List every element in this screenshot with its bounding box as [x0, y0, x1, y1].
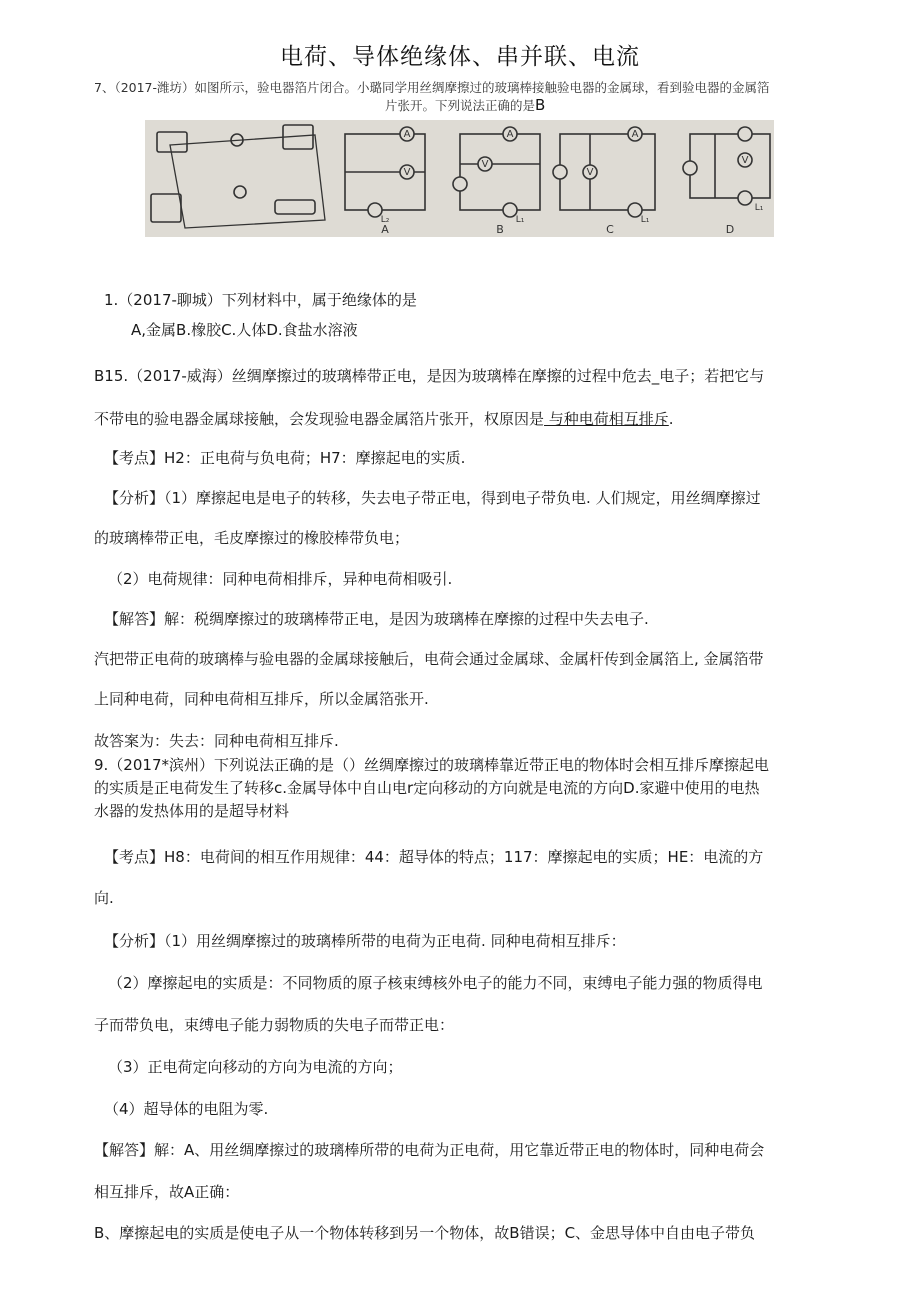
diagram-b-frame — [460, 134, 540, 210]
diagram-c-label: C — [606, 223, 614, 236]
q15-analysis-line1: 【分析】（1）摩擦起电是电子的转移，失去电子带正电，得到电子带负电. 人们规定，用丝绸摩擦过 — [104, 489, 761, 507]
battery-box — [157, 132, 187, 152]
circuit-diagrams — [145, 120, 774, 237]
q7-stem-text: 片张开。下列说法正确的是 — [385, 98, 536, 113]
q15-solution-line3: 上同种电荷，同种电荷相互排斥，所以金属箔张开. — [94, 690, 429, 708]
q15-analysis-line3: （2）电荷规律：同种电荷相排斥，异种电荷相吸引. — [108, 570, 453, 588]
battery-cells — [275, 200, 315, 214]
circuit-figure — [145, 120, 774, 237]
q9-solution-line2: 相互排斥，故A正确： — [94, 1183, 240, 1201]
diagram-a-ammeter-label: A — [403, 129, 411, 140]
diagram-c-ammeter-label: A — [631, 129, 639, 140]
q9-analysis-line5: （4）超导体的电阻为零. — [104, 1100, 269, 1118]
q15-blank-answer: 与种电荷相互排斥 — [544, 410, 669, 428]
diagram-b-label: B — [496, 223, 504, 236]
diagram-d-frame — [690, 134, 770, 198]
q15-answer: 故答案为：失去：同种电荷相互排斥. — [94, 732, 339, 750]
q9-stem-line1: 9.（2017*滨州）下列说法正确的是（）丝绸摩擦过的玻璃棒靠近带正电的物体时会相互排斥摩擦起电 — [94, 756, 769, 774]
q7-stem-line1: 7、（2017-潍坊）如图所示，验电器箔片闭合。小璐同学用丝绸摩擦过的玻璃棒接触验电器的金属球，看到验电器的金属箔 — [94, 80, 770, 95]
q9-solution-line1: 【解答】解：A、用丝绸摩擦过的玻璃棒所带的电荷为正电荷，用它靠近带正电的物体时，同种电荷会 — [94, 1141, 765, 1159]
q9-solution-line3: B、摩擦起电的实质是使电子从一个物体转移到另一个物体，故B错误；C、金思导体中自由电子带负 — [94, 1224, 756, 1242]
q15-kaodian: 【考点】H2：正电荷与负电荷；H7：摩擦起电的实质. — [104, 449, 466, 467]
diagram-b-ammeter-label: A — [506, 129, 514, 140]
voltmeter-device — [151, 194, 181, 222]
diagram-a-voltmeter-label: V — [403, 167, 411, 178]
q9-kaodian-line1: 【考点】H8：电荷间的相互作用规律：44：超导体的特点；117：摩擦起电的实质；HE：电流的方 — [104, 848, 764, 866]
diagram-d-bulb-label: L₁ — [754, 203, 764, 213]
q9-analysis-line4: （3）正电荷定向移动的方向为电流的方向； — [108, 1058, 403, 1076]
q9-stem-line2: 的实质是正电荷发生了转移c.金属导体中自山电r定向移动的方向就是电流的方向D.家避中使用的电热 — [94, 779, 760, 797]
q15-solution-line2: 汽把带正电荷的玻璃棒与验电器的金属球接触后，电荷会通过金属球、金属杆传到金属箔上, 金属箔带 — [94, 650, 764, 668]
diagram-a-bulb-label: L₂ — [380, 215, 390, 225]
diagram-a-label: A — [381, 223, 389, 236]
diagram-b-voltmeter-label: V — [481, 159, 489, 170]
q1-stem: 1.（2017-聊城）下列材料中，属于绝缘体的是 — [104, 291, 417, 309]
diagram-b-bulb-label: L₁ — [515, 215, 525, 225]
diagram-c-voltmeter-label: V — [586, 167, 594, 178]
diagram-d-voltmeter-label: V — [741, 155, 749, 166]
q9-analysis-line3: 子而带负电，束缚电子能力弱物质的失电子而带正电： — [94, 1016, 455, 1034]
page-title: 电荷、导体绝缘体、串并联、电流 — [280, 44, 640, 70]
q15-stem-line2-text: 不带电的验电器金属球接触，会发现验电器金属箔片张开，权原因是 — [94, 410, 545, 428]
q15-stem-line2-end: . — [668, 410, 674, 428]
diagram-c-bulb-label: L₁ — [640, 215, 650, 225]
q7-stem-line2 — [385, 97, 545, 114]
q9-stem-line3: 水器的发热体用的是超导材料 — [94, 802, 290, 820]
q15-analysis-line2: 的玻璃棒带正电，毛皮摩擦过的橡胶棒带负电； — [94, 529, 410, 547]
diagram-d-label: D — [725, 223, 735, 236]
bulb-l2-physical — [234, 186, 246, 198]
q9-kaodian-line2: 向. — [94, 889, 114, 907]
q15-stem-line2 — [94, 408, 674, 430]
q1-options: A,金属B.橡胶C.人体D.食盐水溶液 — [131, 321, 358, 339]
q9-analysis-line2: （2）摩擦起电的实质是：不同物质的原子核束缚核外电子的能力不同，束缚电子能力强的物质得电 — [108, 974, 763, 992]
q7-answer: B — [535, 96, 546, 114]
diagram-c-frame — [560, 134, 655, 210]
q15-stem-line1: B15.（2017-威海）丝绸摩擦过的玻璃棒带正电，是因为玻璃棒在摩擦的过程中危去_电子；若把它与 — [94, 367, 765, 385]
q9-analysis-line1: 【分析】（1）用丝绸摩擦过的玻璃棒所带的电荷为正电荷. 同种电荷相互排斥： — [104, 932, 626, 950]
q15-solution-line1: 【解答】解：税绸摩擦过的玻璃棒带正电，是因为玻璃棒在摩擦的过程中失去电子. — [104, 610, 649, 628]
